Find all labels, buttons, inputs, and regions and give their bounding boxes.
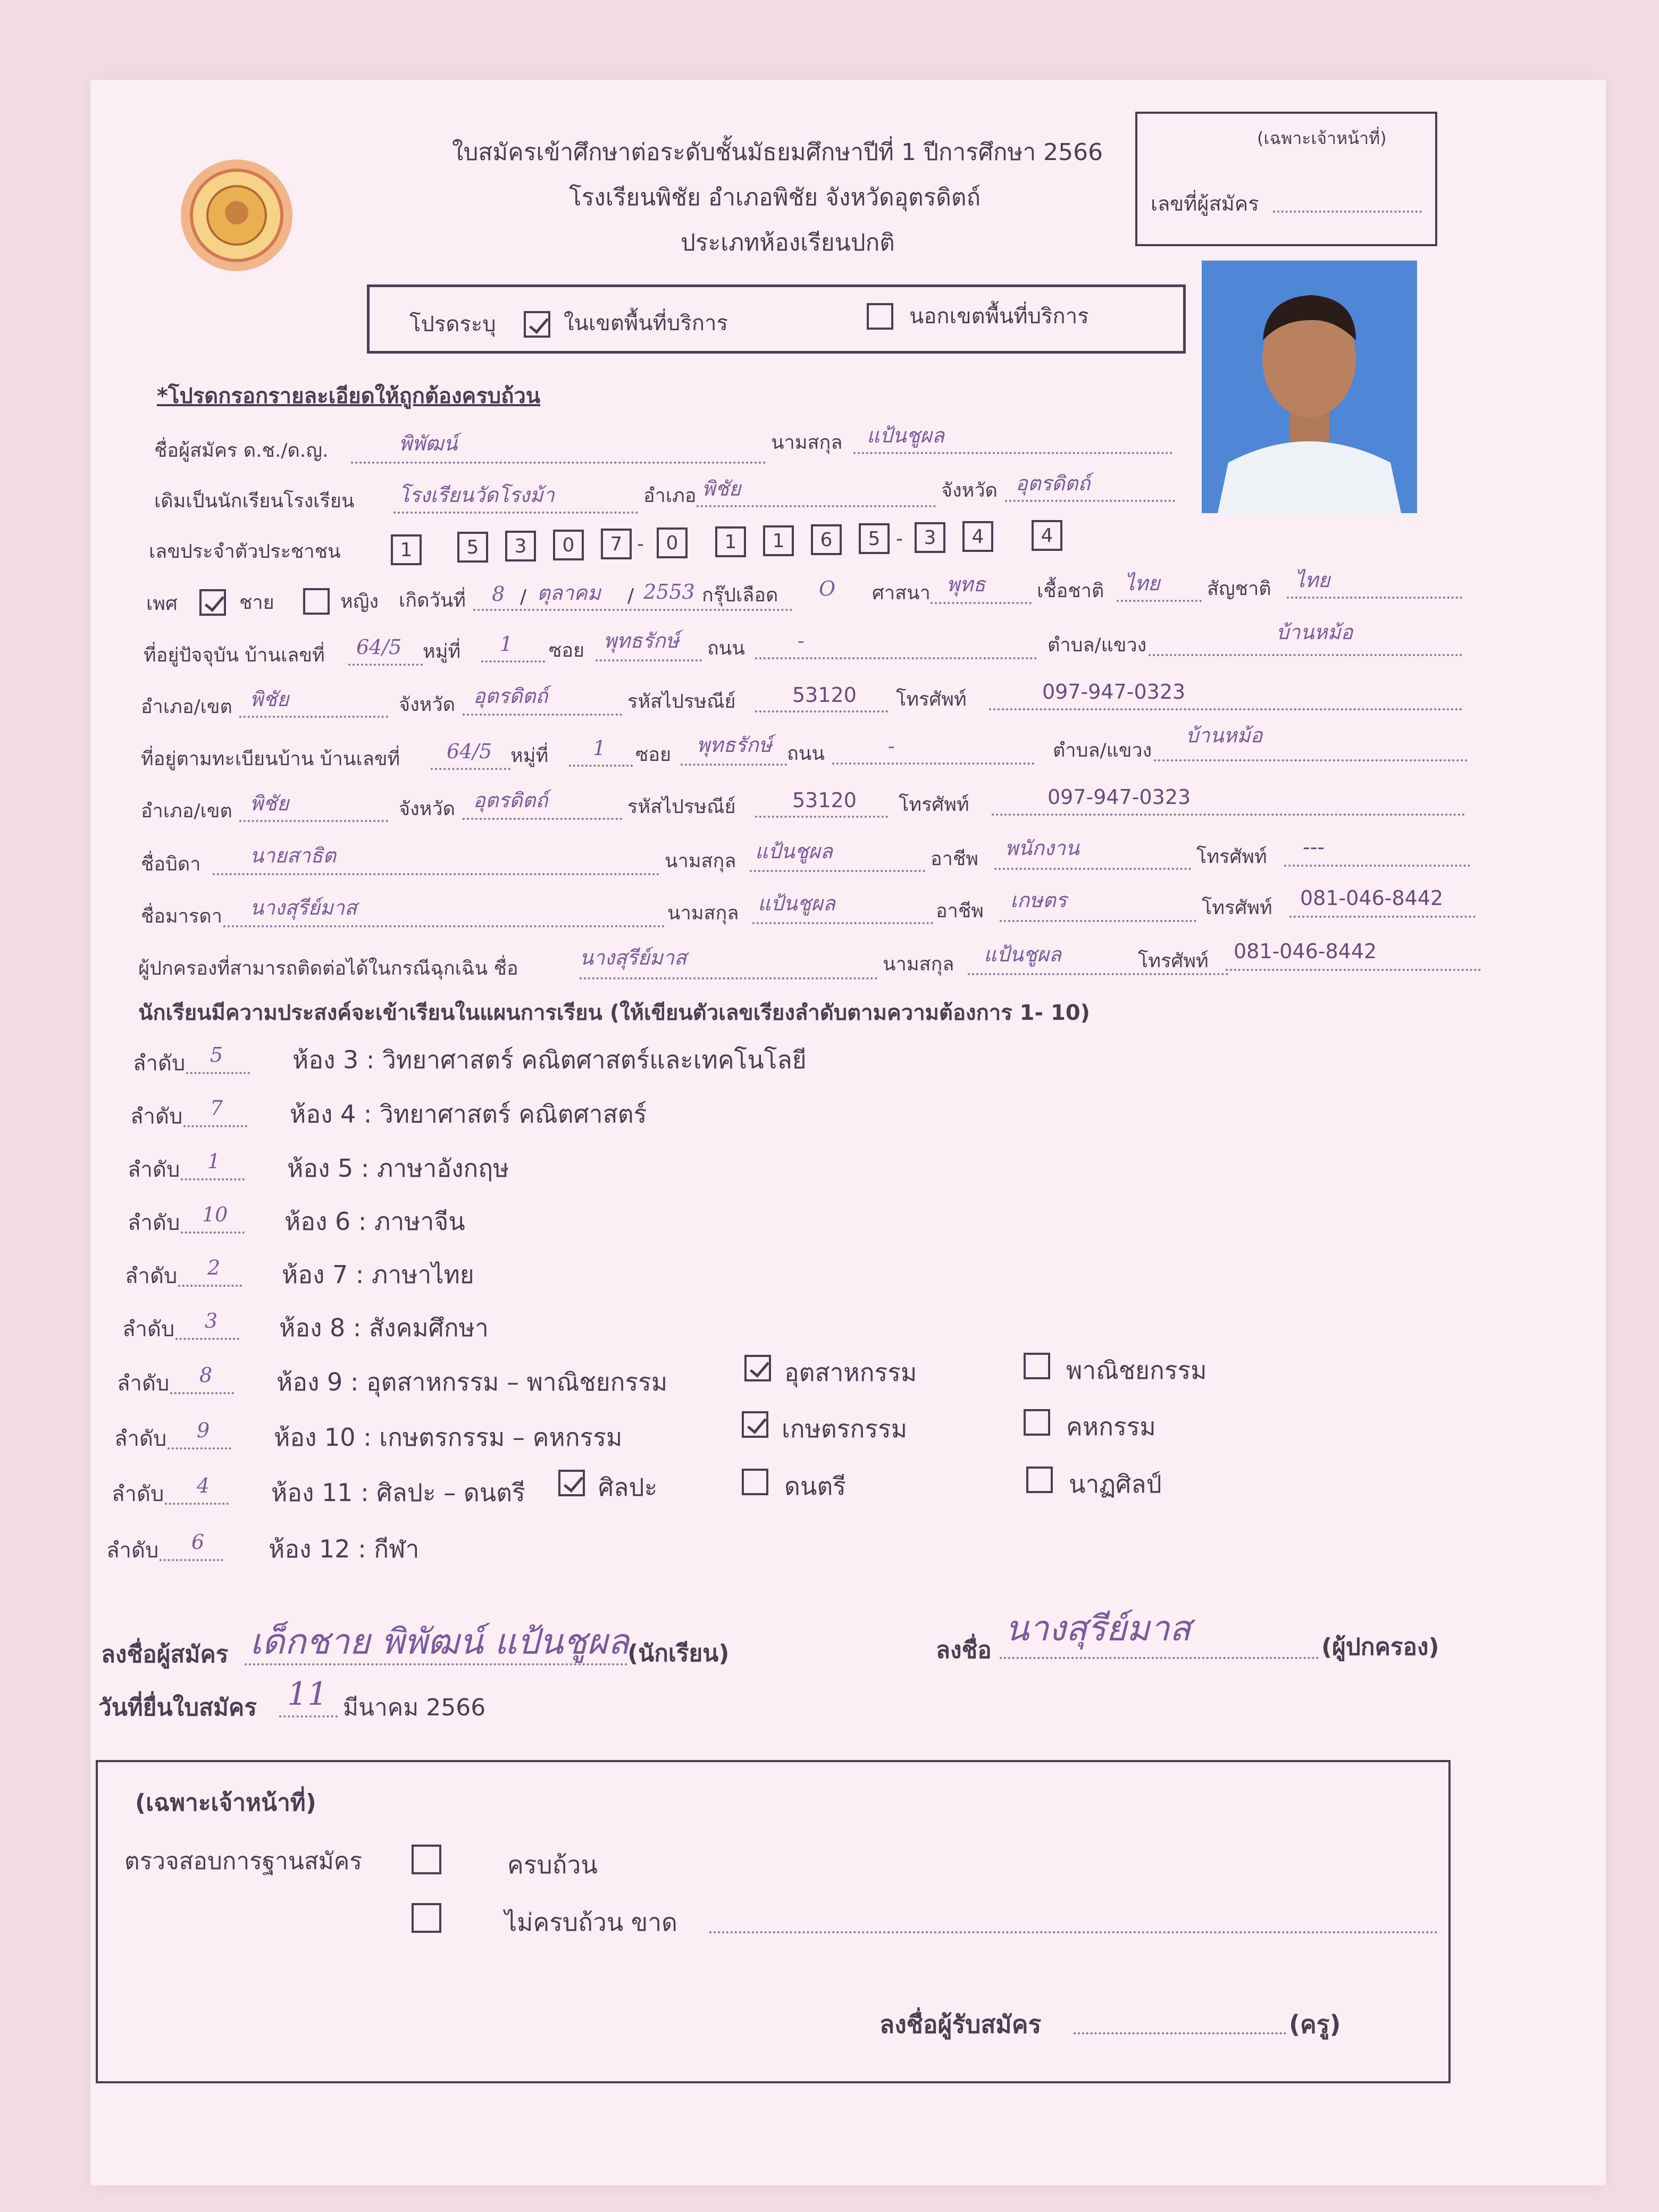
art-checkbox[interactable] [558, 1470, 585, 1496]
birth-underline [473, 609, 792, 611]
school-district-value[interactable]: พิชัย [702, 477, 741, 500]
school-name: โรงเรียนพิชัย อำเภอพิชัย จังหวัดอุตรดิตถ์ [569, 184, 981, 211]
reg-moo-underline [569, 765, 633, 767]
reg-amphoe-label: อำเภอ/เขต [141, 800, 232, 822]
rank-underline [170, 1392, 234, 1394]
applicant-sign-underline [245, 1663, 627, 1665]
soi-underline [596, 659, 702, 661]
reg-subdistrict-value[interactable]: บ้านหม้อ [1186, 724, 1263, 747]
plan-room: ห้อง 5 : ภาษาอังกฤษ [287, 1154, 509, 1183]
postcode-underline [755, 710, 888, 713]
soi-value[interactable]: พุทธรักษ์ [604, 629, 679, 652]
reg-house-underline [431, 768, 510, 770]
mother-surname-underline [752, 922, 933, 924]
plan-heading: นักเรียนมีความประสงค์จะเข้าเรียนในแผนการเรียน (ให้เขียนตัวเลขเรียงลำดับตามความต้องการ 1- 10) [138, 1001, 1090, 1025]
id-digit[interactable]: 1 [715, 526, 746, 557]
reg-road-label: ถนน [787, 743, 825, 765]
rank-underline [160, 1559, 223, 1561]
ethnicity-underline [1117, 600, 1202, 602]
id-digit[interactable]: 7 [601, 529, 632, 559]
office-box [1135, 112, 1437, 246]
reg-house-no-value[interactable]: 64/5 [447, 740, 492, 763]
rank-underline [181, 1178, 245, 1180]
plan-rank[interactable]: 6 [191, 1530, 205, 1554]
area-prompt: โปรดระบุ [409, 312, 496, 337]
order-label: ลำดับ [117, 1371, 170, 1396]
order-label: ลำดับ [122, 1317, 175, 1342]
commerce-label: พาณิชยกรรม [1066, 1356, 1207, 1385]
reg-province-label: จังหวัด [399, 798, 455, 820]
reg-phone-underline [992, 814, 1465, 816]
reg-phone-label: โทรศัพท์ [899, 794, 969, 816]
subdistrict-value[interactable]: บ้านหม้อ [1276, 621, 1353, 644]
mother-job-underline [1000, 920, 1196, 922]
mother-surname-value[interactable]: แป้นชูผล [758, 892, 835, 915]
plan-room: ห้อง 10 : เกษตรกรรม – คหกรรม [274, 1423, 623, 1452]
plan-room: ห้อง 3 : วิทยาศาสตร์ คณิตศาสตร์และเทคโนโลยี [292, 1045, 807, 1074]
id-dash: - [896, 528, 903, 550]
mother-phone-value[interactable]: 081-046-8442 [1300, 886, 1444, 910]
id-digit[interactable]: 4 [1032, 520, 1062, 551]
office-section [96, 1760, 1451, 2083]
music-label: ดนตรี [784, 1472, 846, 1501]
reg-subdistrict-label: ตำบล/แขวง [1053, 740, 1152, 761]
birth-date-label: เกิดวันที่ [399, 590, 466, 611]
guardian-phone-value[interactable]: 081-046-8442 [1234, 940, 1377, 963]
nationality-label: สัญชาติ [1207, 578, 1271, 600]
form-title: ใบสมัครเข้าศึกษาต่อระดับชั้นมัธยมศึกษาปีที่ 1 ปีการศึกษา 2566 [452, 139, 1103, 166]
reg-amphoe-value[interactable]: พิชัย [250, 792, 289, 815]
date-separator: / [520, 586, 527, 608]
soi-label: ซอย [549, 640, 585, 661]
id-card-label: เลขประจำตัวประชาชน [149, 541, 341, 563]
religion-value[interactable]: พุทธ [946, 573, 986, 596]
house-underline [348, 664, 423, 666]
incomplete-checkbox[interactable] [412, 1903, 441, 1933]
reg-postcode-underline [755, 816, 888, 818]
father-label: ชื่อบิดา [141, 853, 201, 875]
applicant-signature[interactable]: เด็กชาย พิพัฒน์ แป้นชูผล [250, 1621, 630, 1662]
submit-date-day[interactable]: 11 [287, 1675, 328, 1713]
school-province-label: จังหวัด [941, 480, 998, 501]
incomplete-label: ไม่ครบถ้วน ขาด [505, 1908, 678, 1937]
surname-underline [853, 452, 1172, 454]
plan-rank[interactable]: 8 [199, 1363, 213, 1387]
in-area-label: ในเขตพื้นที่บริการ [564, 311, 728, 336]
guardian-signature[interactable]: นางสุรีย์มาส [1005, 1608, 1191, 1649]
reg-amphoe-underline [239, 820, 388, 822]
reg-postcode-label: รหัสไปรษณีย์ [627, 796, 736, 818]
first-name-value[interactable]: พิพัฒน์ [399, 432, 458, 455]
current-address-label: ที่อยู่ปัจจุบัน บ้านเลขที่ [144, 644, 325, 666]
female-label: หญิง [340, 591, 379, 613]
guardian-sign-suffix: (ผู้ปกครอง) [1321, 1633, 1439, 1661]
reg-subdistrict-underline [1154, 759, 1468, 761]
order-label: ลำดับ [128, 1158, 180, 1182]
plan-room: ห้อง 9 : อุตสาหกรรม – พาณิชยกรรม [276, 1368, 668, 1396]
reg-road-underline [832, 763, 1034, 765]
father-surname-underline [750, 870, 925, 872]
mother-phone-underline [1289, 916, 1476, 918]
class-type: ประเภทห้องเรียนปกติ [681, 229, 895, 256]
religion-label: ศาสนา [872, 582, 931, 604]
id-digit[interactable]: 4 [962, 521, 993, 552]
id-digit[interactable]: 3 [915, 522, 945, 553]
industry-label: อุตสาหกรรม [784, 1358, 917, 1387]
office-only-label: (เฉพาะเจ้าหน้าที่) [1257, 128, 1387, 148]
guardian-sign-label: ลงชื่อ [936, 1637, 992, 1664]
order-label: ลำดับ [133, 1051, 186, 1076]
surname-value[interactable]: แป้นชูผล [867, 424, 944, 447]
former-school-value[interactable]: โรงเรียนวัดโรงม้า [399, 483, 555, 507]
male-checkbox[interactable] [199, 589, 226, 616]
amphoe-label: อำเภอ/เขต [141, 696, 232, 718]
application-form [90, 80, 1606, 2185]
office-heading: (เฉพาะเจ้าหน้าที่) [135, 1789, 316, 1816]
reg-moo-value[interactable]: 1 [593, 736, 606, 760]
music-checkbox[interactable] [742, 1469, 768, 1495]
male-label: ชาย [239, 592, 274, 614]
amphoe-underline [239, 716, 388, 718]
reg-postcode-value[interactable]: 53120 [792, 789, 857, 812]
phone-label: โทรศัพท์ [896, 689, 967, 710]
order-label: ลำดับ [106, 1538, 159, 1563]
order-label: ลำดับ [112, 1482, 164, 1506]
order-label: ลำดับ [128, 1211, 180, 1235]
rank-underline [167, 1447, 231, 1449]
guardian-label: ผู้ปกครองที่สามารถติดต่อได้ในกรณีฉุกเฉิน ชื่อ [138, 958, 518, 979]
plan-room: ห้อง 8 : สังคมศึกษา [279, 1313, 489, 1342]
nationality-underline [1287, 597, 1462, 599]
moo-underline [481, 660, 545, 663]
complete-checkbox[interactable] [412, 1845, 441, 1874]
phone-underline [989, 708, 1462, 710]
complete-label: ครบถ้วน [507, 1850, 598, 1879]
plan-room: ห้อง 12 : กีฬา [269, 1535, 420, 1563]
father-phone-underline [1284, 865, 1470, 867]
thai-dance-checkbox[interactable] [1026, 1467, 1053, 1493]
receiver-sign-suffix: (ครู) [1289, 2010, 1341, 2039]
mother-label: ชื่อมารดา [141, 906, 222, 927]
receiver-sign-field[interactable] [1074, 2032, 1286, 2034]
guardian-sign-underline [1000, 1657, 1319, 1659]
rank-underline [178, 1285, 242, 1287]
out-area-checkbox[interactable] [867, 303, 893, 330]
mother-job-label: อาชีพ [936, 900, 984, 922]
school-underline [393, 512, 638, 514]
surname-label: นามสกุล [771, 432, 843, 454]
school-district-label: อำเภอ [643, 485, 697, 507]
reg-address-label: ที่อยู่ตามทะเบียนบ้าน บ้านเลขที่ [141, 748, 400, 770]
applicant-no-label: เลขที่ผู้สมัคร [1151, 192, 1259, 215]
reg-soi-underline [681, 764, 787, 766]
guardian-surname-underline [968, 973, 1228, 975]
instruction: *โปรดกรอกรายละเอียดให้ถูกต้องครบถ้วน [157, 384, 541, 408]
id-digit[interactable]: 6 [811, 524, 842, 555]
guardian-phone-label: โทรศัพท์ [1138, 950, 1209, 972]
nationality-value[interactable]: ไทย [1295, 568, 1330, 592]
order-label: ลำดับ [125, 1264, 178, 1288]
commerce-checkbox[interactable] [1024, 1353, 1050, 1379]
plan-room: ห้อง 4 : วิทยาศาสตร์ คณิตศาสตร์ [290, 1100, 647, 1128]
religion-underline [931, 602, 1032, 604]
reg-province-value[interactable]: อุตรดิตถ์ [473, 789, 548, 812]
school-province-value[interactable]: อุตรดิตถ์ [1016, 472, 1091, 495]
guardian-name-value[interactable]: นางสุรีย์มาส [580, 946, 687, 969]
district-underline [697, 505, 936, 507]
id-digit[interactable]: 0 [553, 530, 584, 560]
rank-underline [181, 1231, 245, 1234]
postcode-label: รหัสไปรษณีย์ [627, 691, 736, 713]
mother-name-value[interactable]: นางสุรีย์มาส [250, 896, 357, 919]
receiver-sign-label: ลงชื่อผู้รับสมัคร [879, 2010, 1042, 2039]
phone-value[interactable]: 097-947-0323 [1042, 680, 1186, 703]
father-name-value[interactable]: นายสาธิต [250, 844, 336, 867]
moo-value[interactable]: 1 [500, 632, 513, 656]
moo-label: หมู่ที่ [423, 641, 461, 663]
name-underline [351, 462, 766, 464]
applicant-photo [1202, 261, 1417, 513]
province-value[interactable]: อุตรดิตถ์ [473, 684, 548, 708]
father-underline [213, 873, 659, 875]
service-area-box [367, 284, 1186, 354]
submit-date-rest: มีนาคม 2566 [343, 1694, 486, 1721]
rank-underline [165, 1503, 229, 1505]
female-checkbox[interactable] [303, 588, 330, 615]
plan-rank[interactable]: 9 [197, 1419, 210, 1442]
father-phone-label: โทรศัพท์ [1196, 846, 1267, 868]
id-digit[interactable]: 0 [657, 527, 688, 558]
mother-phone-label: โทรศัพท์ [1202, 897, 1272, 919]
rank-underline [186, 1072, 250, 1074]
father-phone-value[interactable]: --- [1303, 835, 1325, 859]
plan-rank[interactable]: 10 [202, 1203, 228, 1226]
birth-day-value[interactable]: 8 [492, 582, 505, 606]
plan-rank[interactable]: 7 [210, 1096, 223, 1120]
school-seal-logo [170, 154, 303, 276]
father-job-label: อาชีพ [931, 848, 978, 870]
agriculture-checkbox[interactable] [742, 1411, 768, 1438]
mother-job-value[interactable]: เกษตร [1010, 889, 1067, 912]
guardian-underline [580, 977, 877, 979]
reg-province-underline [463, 818, 622, 820]
birth-year-value[interactable]: 2553 [643, 580, 695, 604]
province-label: จังหวัด [399, 694, 455, 716]
order-label: ลำดับ [114, 1427, 167, 1451]
plan-rank[interactable]: 4 [197, 1474, 210, 1497]
sex-label: เพศ [146, 593, 178, 615]
road-underline [755, 657, 1037, 659]
postcode-value[interactable]: 53120 [792, 683, 857, 707]
reg-moo-label: หมู่ที่ [510, 745, 549, 767]
id-digit[interactable]: 5 [457, 532, 488, 563]
plan-rank[interactable]: 3 [205, 1309, 218, 1333]
id-dash: - [637, 533, 644, 555]
province-underline [1005, 500, 1175, 502]
reg-phone-value[interactable]: 097-947-0323 [1048, 785, 1191, 809]
art-label: ศิลปะ [598, 1473, 658, 1502]
amphoe-value[interactable]: พิชัย [250, 688, 289, 711]
road-label: ถนน [707, 638, 745, 659]
applicant-sign-suffix: (นักเรียน) [627, 1640, 730, 1667]
rank-underline [175, 1338, 239, 1340]
plan-room: ห้อง 6 : ภาษาจีน [284, 1207, 465, 1236]
plan-rank[interactable]: 1 [207, 1150, 221, 1173]
thai-dance-label: นาฏศิลป์ [1069, 1470, 1162, 1498]
id-digit[interactable]: 3 [505, 531, 536, 562]
check-docs-label: ตรวจสอบการฐานสมัคร [124, 1848, 362, 1875]
mother-underline [223, 925, 665, 927]
applicant-sign-label: ลงชื่อผู้สมัคร [101, 1641, 229, 1668]
plan-room: ห้อง 11 : ศิลปะ – ดนตรี [271, 1478, 525, 1507]
applicant-no-field[interactable] [1273, 211, 1422, 213]
plan-rank[interactable]: 2 [207, 1256, 221, 1279]
out-area-label: นอกเขตพื้นที่บริการ [909, 304, 1089, 329]
father-surname-label: นามสกุล [665, 850, 736, 872]
plan-rank[interactable]: 5 [210, 1043, 223, 1067]
ethnicity-value[interactable]: ไทย [1125, 572, 1160, 595]
id-digit[interactable]: 1 [763, 525, 794, 556]
road-value[interactable]: - [798, 629, 805, 652]
subdistrict-underline [1149, 654, 1462, 656]
order-label: ลำดับ [130, 1104, 183, 1129]
blood-label: กรุ๊ปเลือด [702, 584, 778, 606]
mother-surname-label: นามสกุล [667, 902, 739, 924]
subdistrict-label: ตำบล/แขวง [1048, 634, 1147, 656]
in-area-checkbox[interactable] [524, 311, 550, 338]
date-underline [279, 1715, 338, 1717]
missing-docs-field[interactable] [709, 1931, 1438, 1933]
applicant-name-label: ชื่อผู้สมัคร ด.ช./ด.ญ. [154, 440, 329, 462]
id-digit[interactable]: 1 [391, 534, 422, 565]
reg-road-value[interactable]: - [888, 734, 895, 758]
province-underline [463, 714, 622, 716]
date-separator: / [627, 585, 634, 607]
birth-month-value[interactable]: ตุลาคม [537, 581, 601, 605]
ethnicity-label: เชื้อชาติ [1037, 580, 1104, 602]
submit-date-label: วันที่ยื่นใบสมัคร [98, 1694, 257, 1721]
rank-underline [183, 1125, 247, 1127]
guardian-surname-value[interactable]: แป้นชูผล [984, 943, 1061, 966]
home-econ-checkbox[interactable] [1024, 1409, 1050, 1436]
house-no-value[interactable]: 64/5 [356, 635, 402, 659]
father-surname-value[interactable]: แป้นชูผล [755, 840, 833, 863]
agriculture-label: เกษตรกรรม [782, 1414, 908, 1443]
father-job-underline [994, 868, 1191, 870]
plan-room: ห้อง 7 : ภาษาไทย [282, 1260, 474, 1289]
id-digit[interactable]: 5 [859, 523, 890, 554]
home-econ-label: คหกรรม [1066, 1412, 1156, 1441]
guardian-surname-label: นามสกุล [883, 953, 954, 975]
blood-value[interactable]: O [819, 577, 836, 600]
former-school-label: เดิมเป็นนักเรียนโรงเรียน [154, 490, 355, 512]
father-job-value[interactable]: พนักงาน [1005, 836, 1079, 860]
reg-soi-label: ซอย [635, 744, 672, 766]
guardian-phone-underline [1226, 969, 1481, 971]
industry-checkbox[interactable] [744, 1355, 771, 1381]
reg-soi-value[interactable]: พุทธรักษ์ [697, 733, 772, 757]
